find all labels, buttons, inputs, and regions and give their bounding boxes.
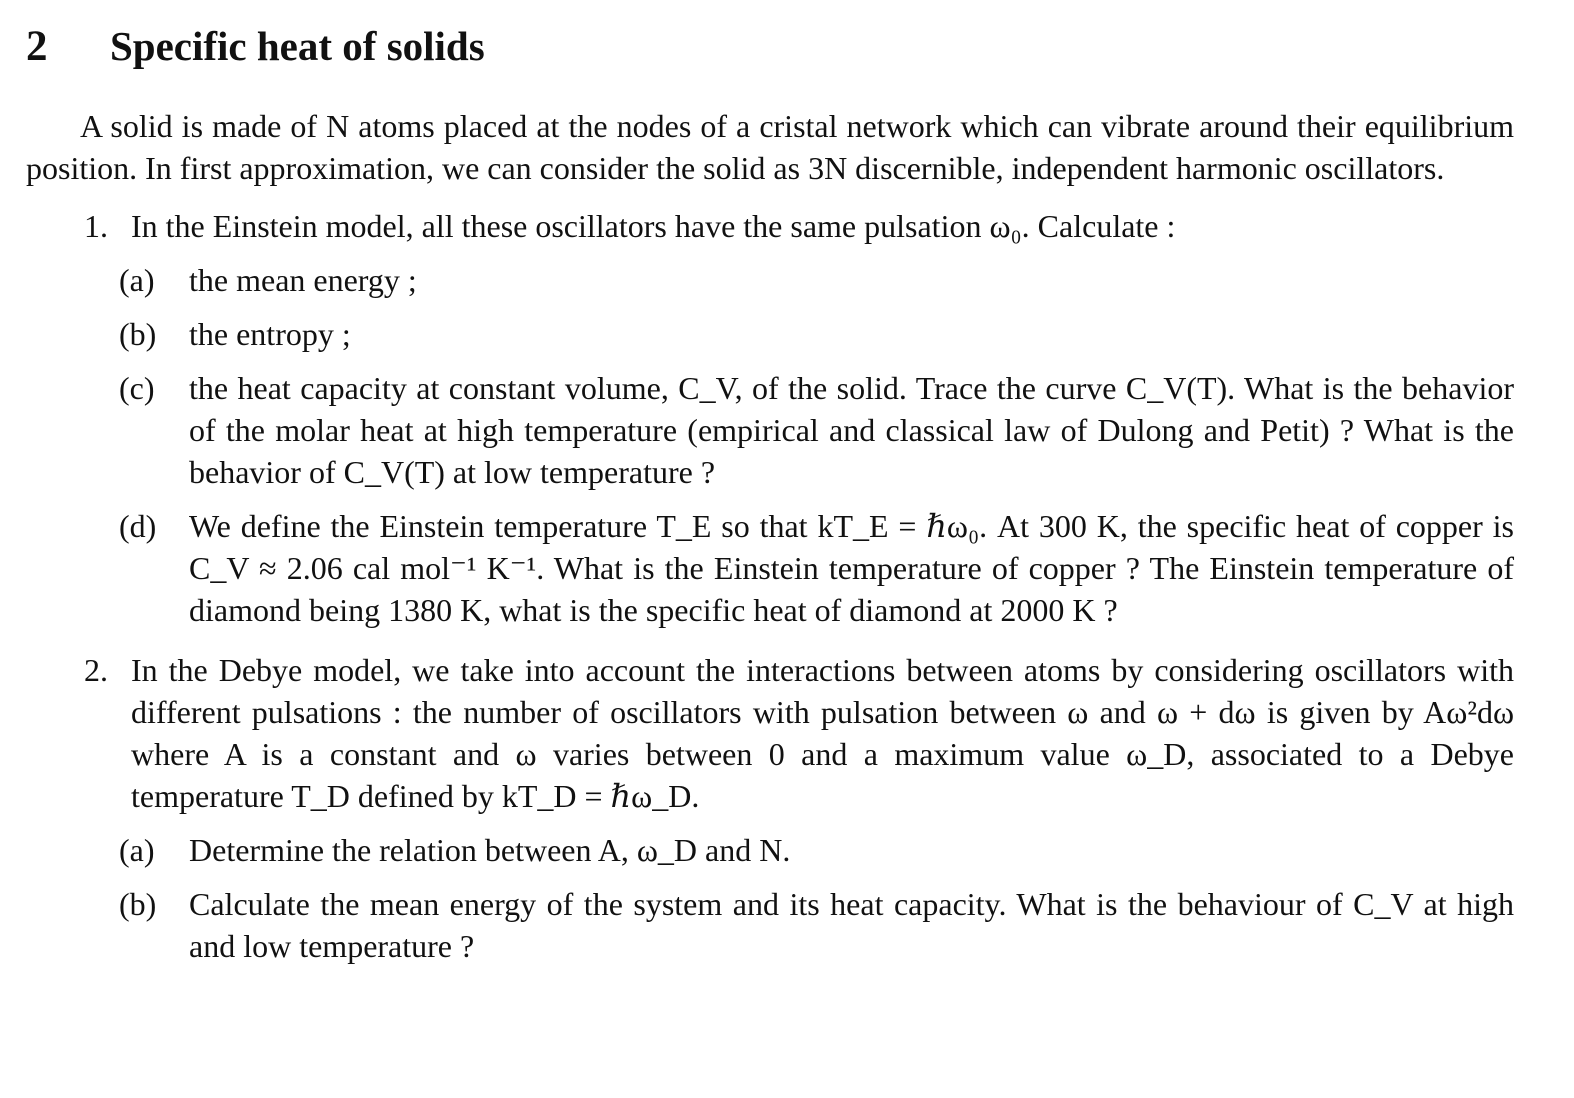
- question-text: In the Debye model, we take into account the interactions between atoms by considering oscillators with different pulsations : the number of oscillators with pulsation between ω and ω + dω is given by Aω²dω where A is a constant and ω varies between 0 and a maximum value ω_D, associated to a Debye temperature T_D defined by kT_D = ℏω_D.: [131, 652, 1514, 814]
- question-1: [84, 205, 1514, 631]
- sub-question-text: the entropy ;: [189, 316, 351, 352]
- sub-question-text: Determine the relation between A, ω_D and N.: [189, 832, 791, 868]
- section-title: Specific heat of solids: [110, 23, 485, 69]
- intro-paragraph: A solid is made of N atoms placed at the nodes of a cristal network which can vibrate around their equilibrium position. In first approximation, we can consider the solid as 3N discernible, independent harmonic oscillators.: [26, 108, 1514, 186]
- section-heading: [26, 22, 1514, 71]
- sub-question-label: (c): [119, 370, 155, 406]
- sub-question-1c: [119, 367, 1514, 493]
- question-label: 1.: [84, 208, 108, 244]
- question-label: 2.: [84, 652, 108, 688]
- sub-question-label: (a): [119, 262, 155, 298]
- sub-question-label: (b): [119, 316, 157, 352]
- sub-question-text: We define the Einstein temperature T_E so that kT_E = ℏω₀. At 300 K, the specific heat of copper is C_V ≈ 2.06 cal mol⁻¹ K⁻¹. What is the Einstein temperature of copper ? The Einstein temperature of diamond being 1380 K, what is the specific heat of diamond at 2000 K ?: [189, 508, 1514, 628]
- sub-question-1d: [119, 505, 1514, 631]
- sub-question-text: the heat capacity at constant volume, C_V, of the solid. Trace the curve C_V(T). What is the behavior of the molar heat at high temperature (empirical and classical law of Dulong and Petit) ? What is the behavior of C_V(T) at low temperature ?: [189, 370, 1514, 490]
- sub-question-2a: [119, 829, 1514, 871]
- sub-question-2b: [119, 883, 1514, 967]
- question-text: In the Einstein model, all these oscillators have the same pulsation ω₀. Calculate :: [131, 208, 1176, 244]
- sub-question-label: (d): [119, 508, 157, 544]
- question-2: [84, 649, 1514, 967]
- section-number: 2: [26, 23, 48, 70]
- sub-question-text: the mean energy ;: [189, 262, 417, 298]
- sub-question-text: Calculate the mean energy of the system and its heat capacity. What is the behaviour of C_V at high and low temperature ?: [189, 886, 1514, 964]
- sub-question-1b: [119, 313, 1514, 355]
- sub-question-label: (b): [119, 886, 157, 922]
- sub-question-1a: [119, 259, 1514, 301]
- sub-question-label: (a): [119, 832, 155, 868]
